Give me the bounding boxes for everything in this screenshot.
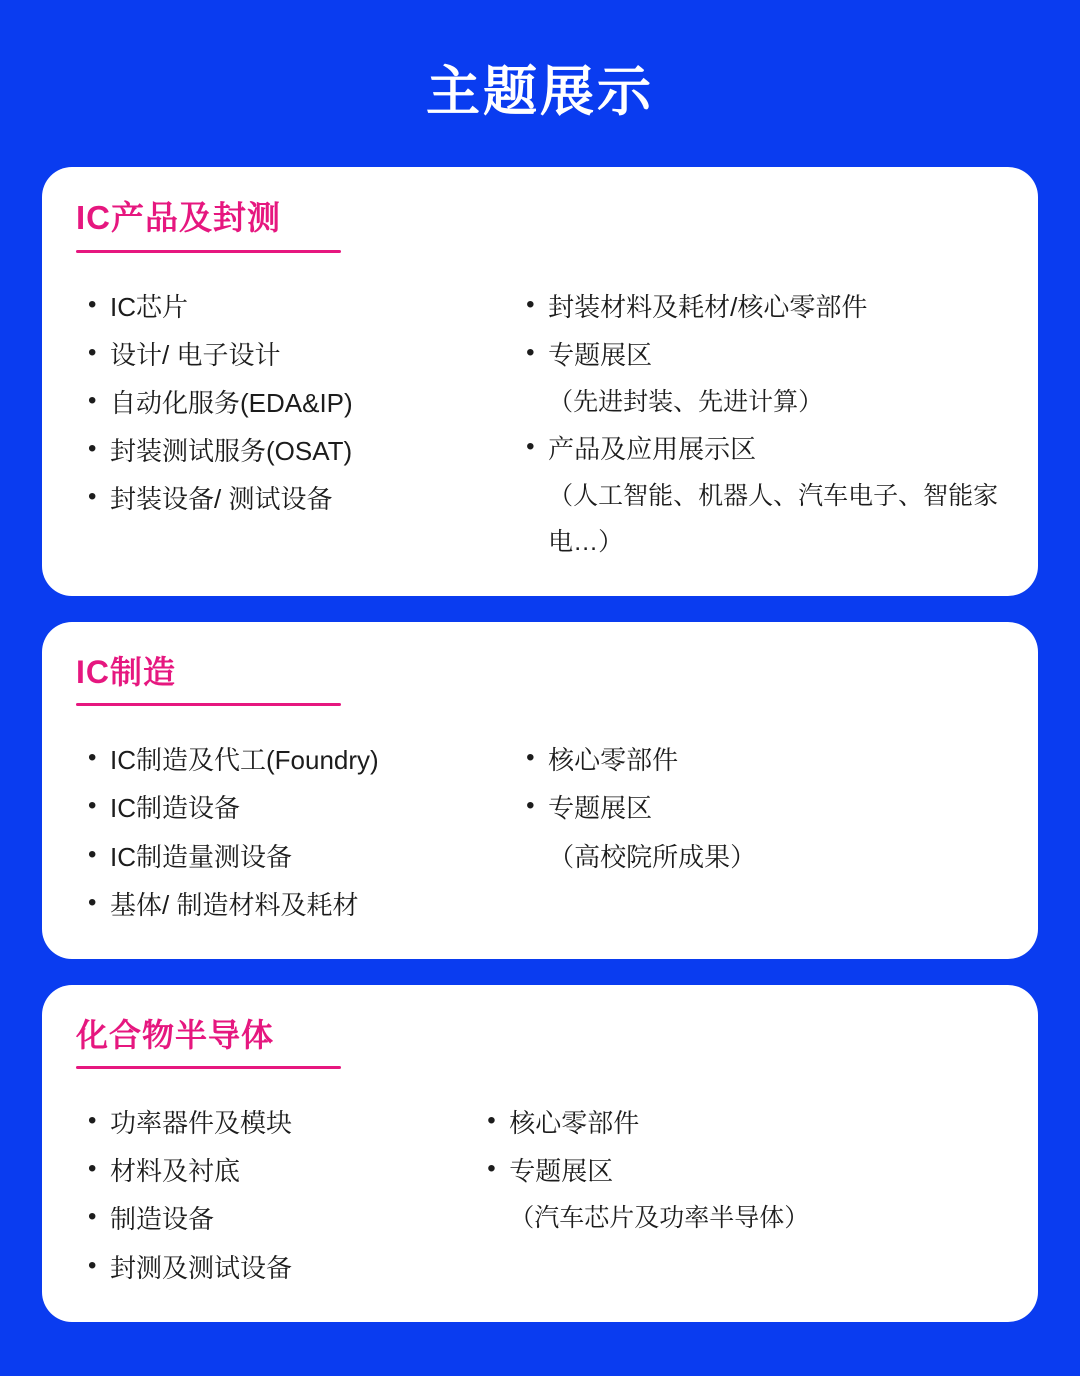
card-column-right	[512, 283, 1004, 566]
list-item: • IC制造量测设备	[86, 833, 512, 881]
cards-container	[42, 167, 1038, 1322]
list-item-note: （人工智能、机器人、汽车电子、智能家电…）	[548, 482, 999, 557]
list-item: • 产品及应用展示区	[524, 425, 1004, 473]
list-item: • 封装测试服务(OSAT)	[86, 427, 512, 475]
card-title: 化合物半导体	[76, 1016, 275, 1053]
list-item: • IC制造设备	[86, 784, 512, 832]
list-item: • 功率器件及模块	[86, 1099, 447, 1147]
list-item: • 封装设备/ 测试设备	[86, 475, 512, 523]
list-item: • IC制造及代工(Foundry)	[86, 736, 512, 784]
list-item: • 封装材料及耗材/核心零部件	[524, 283, 1004, 331]
item-list	[524, 736, 1004, 880]
card-column-right	[512, 736, 1004, 928]
item-list	[86, 736, 512, 928]
item-list	[485, 1099, 1004, 1241]
list-item: • 专题展区	[524, 784, 1004, 832]
card-column-right	[447, 1099, 1004, 1291]
list-item: • 核心零部件	[485, 1099, 1004, 1147]
list-item: • 材料及衬底	[86, 1147, 447, 1195]
card-header	[76, 652, 341, 715]
item-list	[86, 1099, 447, 1291]
list-item: • 基体/ 制造材料及耗材	[86, 881, 512, 929]
title-underline	[76, 250, 341, 253]
card-title: IC产品及封测	[76, 198, 281, 236]
list-item: • 核心零部件	[524, 736, 1004, 784]
list-item: • 设计/ 电子设计	[86, 331, 512, 379]
card-columns	[76, 283, 1004, 566]
list-item: • 制造设备	[86, 1195, 447, 1243]
card-header	[76, 197, 341, 261]
card-columns	[76, 736, 1004, 928]
card-column-left	[76, 283, 512, 566]
card-header	[76, 1015, 341, 1078]
title-underline	[76, 1066, 341, 1069]
card-compound-semiconductor	[42, 985, 1038, 1322]
item-list	[524, 283, 1004, 566]
card-columns	[76, 1099, 1004, 1291]
list-item-note: （汽车芯片及功率半导体）	[509, 1204, 810, 1233]
list-item-note: （高校院所成果）	[548, 841, 757, 872]
card-column-left	[76, 1099, 447, 1291]
card-column-left	[76, 736, 512, 928]
card-title: IC制造	[76, 653, 177, 690]
card-ic-manufacturing	[42, 622, 1038, 959]
list-item: • 专题展区	[524, 331, 1004, 379]
list-item: • 自动化服务(EDA&IP)	[86, 379, 512, 427]
title-underline	[76, 703, 341, 706]
list-item: • 封测及测试设备	[86, 1244, 447, 1292]
card-ic-product	[42, 167, 1038, 596]
list-item-note: （先进封装、先进计算）	[548, 387, 824, 416]
page-title: 主题展示	[426, 62, 654, 122]
list-item: • IC芯片	[86, 283, 512, 331]
list-item: • 专题展区	[485, 1147, 1004, 1195]
item-list	[86, 283, 512, 523]
